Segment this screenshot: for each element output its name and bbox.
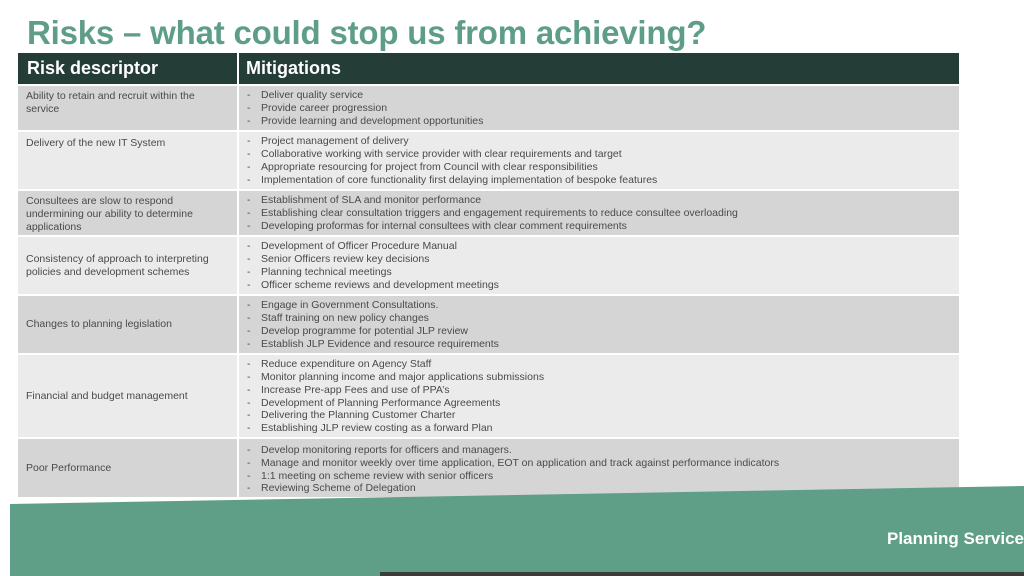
mitigation-item: - Monitor planning income and major applications submissions (247, 370, 545, 383)
table-row (18, 353, 959, 437)
risk-table (18, 53, 959, 497)
risk-cell: Consultees are slow to respond undermining our ability to determine applications (18, 191, 239, 235)
mitigation-item: - Senior Officers review key decisions (247, 253, 430, 266)
mitigation-item: - 1:1 meeting on scheme review with senior officers (247, 469, 494, 482)
mitigation-item: - Development of Officer Procedure Manual (247, 240, 457, 253)
mitigation-item: - Deliver quality service (247, 89, 364, 102)
table-row (18, 235, 959, 294)
mitigations-cell (239, 86, 959, 130)
risk-cell: Changes to planning legislation (18, 296, 239, 353)
mitigation-item: - Staff training on new policy changes (247, 312, 429, 325)
mitigation-item: - Provide career progression (247, 102, 388, 115)
mitigation-item: - Implementation of core functionality first delaying implementation of bespoke features (247, 173, 658, 186)
table-row (18, 84, 959, 130)
table-row (18, 130, 959, 189)
mitigation-item: - Reduce expenditure on Agency Staff (247, 358, 432, 371)
mitigation-item: - Developing proformas for internal consultees with clear comment requirements (247, 219, 627, 232)
mitigation-item: - Engage in Government Consultations. (247, 299, 439, 312)
mitigation-item: - Develop monitoring reports for officers and managers. (247, 444, 512, 456)
footer-planning-service: Planning Service (887, 529, 1024, 548)
mitigations-cell (239, 191, 959, 235)
mitigation-item: - Collaborative working with service provider with clear requirements and target (247, 148, 622, 161)
footer-divider (380, 572, 1024, 576)
mitigation-item: - Reviewing Scheme of Delegation (247, 482, 416, 495)
table-row (18, 189, 959, 235)
mitigation-item: - Develop programme for potential JLP review (247, 325, 468, 337)
mitigation-item: - Delivering the Planning Customer Charter (247, 409, 456, 422)
mitigation-item: - Appropriate resourcing for project from Council with clear responsibilities (247, 161, 598, 173)
header-mitigations: Mitigations (246, 58, 341, 78)
mitigation-item: - Provide learning and development opportunities (247, 114, 484, 127)
risk-cell: Poor Performance (18, 439, 239, 497)
mitigation-item: - Establishment of SLA and monitor performance (247, 194, 482, 207)
table-row (18, 294, 959, 353)
mitigation-item: - Officer scheme reviews and development meetings (247, 278, 499, 291)
mitigation-item: - Establishing clear consultation triggers and engagement requirements to reduce consultee overloading (247, 207, 738, 220)
header-risk-descriptor: Risk descriptor (18, 53, 239, 84)
mitigation-item: - Planning technical meetings (247, 266, 392, 278)
mitigation-item: - Development of Planning Performance Agreements (247, 396, 501, 409)
mitigations-cell (239, 296, 959, 353)
slide-title: Risks – what could stop us from achieving? (27, 14, 707, 51)
mitigation-item: - Manage and monitor weekly over time application, EOT on application and track against performance indicators (247, 456, 780, 469)
risk-cell: Ability to retain and recruit within the service (18, 86, 239, 130)
table-header (18, 53, 959, 84)
mitigation-item: - Establishing JLP review costing as a forward Plan (247, 422, 493, 435)
mitigation-item: - Increase Pre-app Fees and use of PPA’s (247, 383, 450, 396)
mitigations-cell (239, 237, 959, 294)
mitigation-item: - Establish JLP Evidence and resource requirements (247, 337, 499, 350)
risk-cell: Consistency of approach to interpreting policies and development schemes (18, 237, 239, 294)
mitigations-cell (239, 355, 959, 437)
risk-cell: Financial and budget management (18, 355, 239, 437)
risk-cell: Delivery of the new IT System (18, 132, 239, 189)
footer-band (0, 486, 1024, 576)
mitigation-item: - Project management of delivery (247, 135, 409, 148)
mitigations-cell (239, 132, 959, 189)
